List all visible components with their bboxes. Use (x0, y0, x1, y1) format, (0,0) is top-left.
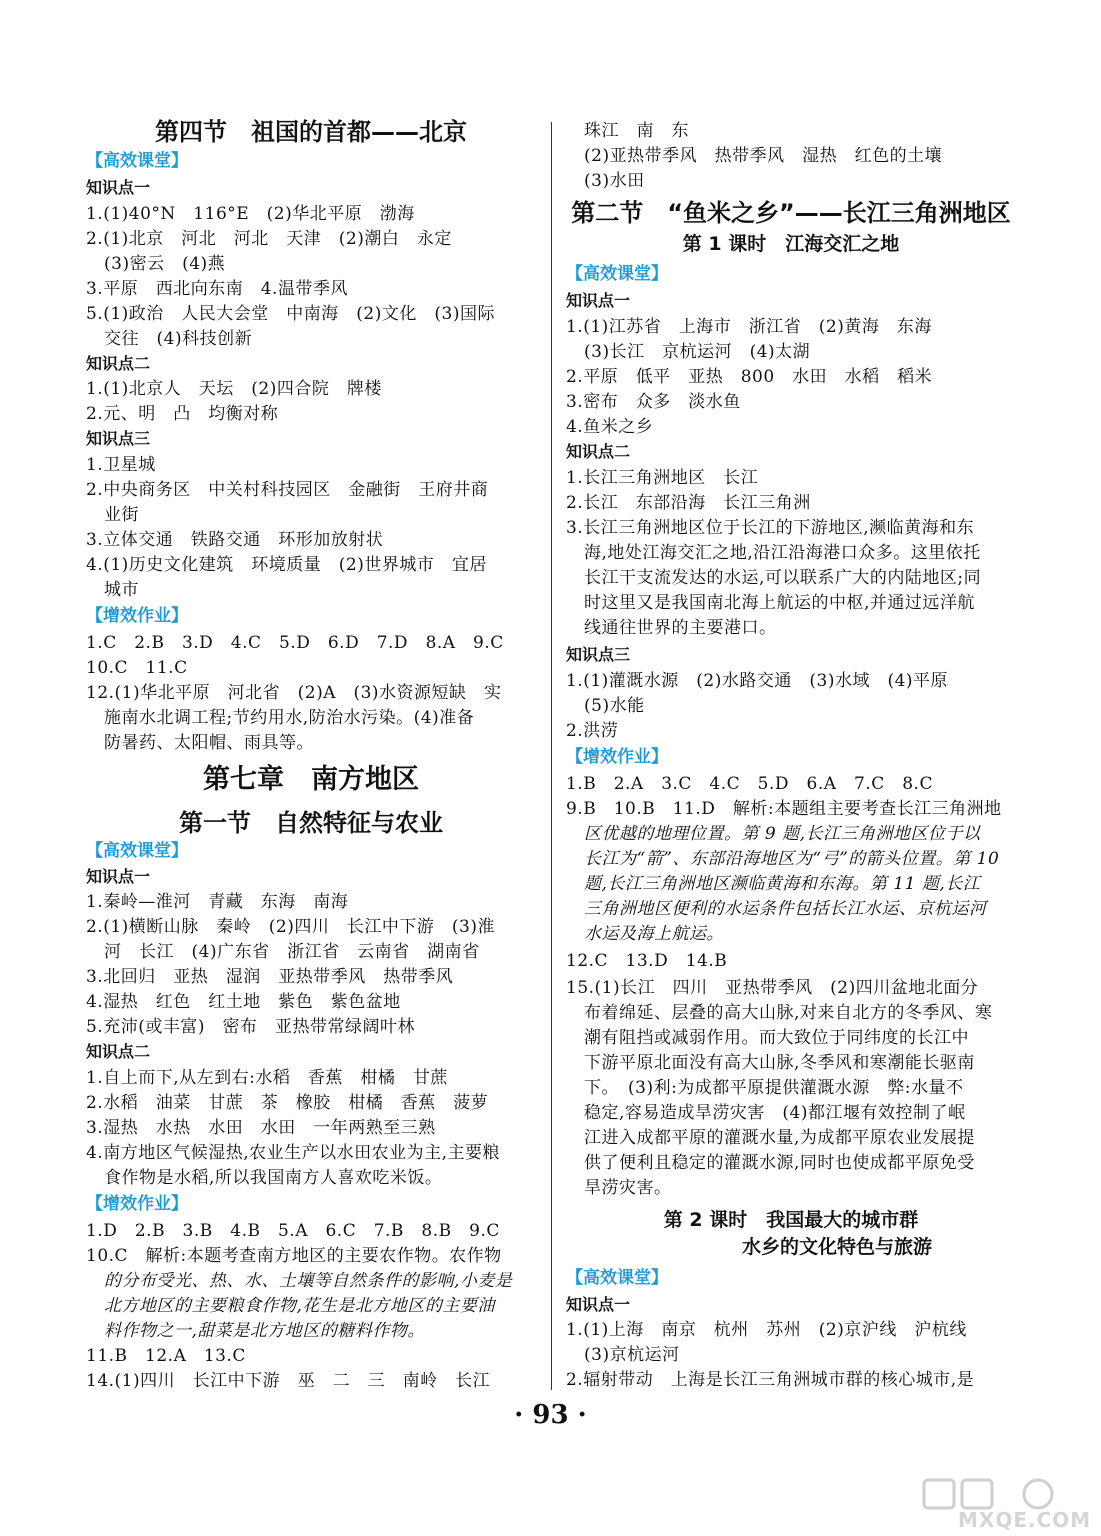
answer-line: 交往 (4)科技创新 (104, 329, 253, 349)
answer-line: 3.平原 西北向东南 4.温带季风 (86, 279, 348, 299)
answer-line: 12.(1)华北平原 河北省 (2)A (3)水资源短缺 实 (86, 683, 502, 703)
answer-line: 1.秦岭—淮河 青藏 东海 南海 (86, 892, 349, 912)
section-title-natural: 第一节 自然特征与农业 (179, 809, 443, 837)
answer-line: 线通往世界的主要港口。 (584, 618, 777, 638)
answer-line: (3)水田 (584, 171, 645, 191)
answer-line: 2.长江 东部沿海 长江三角洲 (566, 493, 811, 513)
knowledge-point-heading: 知识点一 (86, 867, 151, 886)
answer-line: 9.B 10.B 11.D 解析:本题组主要考查长江三角洲地 (566, 799, 1002, 819)
answer-line: 4.鱼米之乡 (566, 417, 654, 437)
answer-line: 江进入成都平原的灌溉水量,为成都平原农业发展提 (584, 1128, 975, 1148)
answer-line: 业街 (104, 505, 139, 525)
answer-line: (5)水能 (584, 696, 645, 716)
answer-line: 2.(1)北京 河北 河北 天津 (2)潮白 永定 (86, 229, 452, 249)
answer-line: 3.北回归 亚热 湿润 亚热带季风 热带季风 (86, 967, 454, 987)
answer-line: 1.(1)江苏省 上海市 浙江省 (2)黄海 东海 (566, 317, 932, 337)
answer-line: (3)长江 京杭运河 (4)太湖 (584, 342, 811, 362)
tag-extra-homework: 【增效作业】 (86, 606, 188, 626)
answer-line: 1.卫星城 (86, 455, 156, 475)
answer-line: 2.辐射带动 上海是长江三角洲城市群的核心城市,是 (566, 1370, 975, 1390)
answer-line: 时这里又是我国南北海上航运的中枢,并通过远洋航 (584, 593, 975, 613)
answer-line: 1.B 2.A 3.C 4.C 5.D 6.A 7.C 8.C (566, 774, 933, 794)
answer-line: 2.洪涝 (566, 721, 619, 741)
answer-line: 珠江 南 东 (584, 121, 689, 141)
knowledge-point-heading: 知识点三 (86, 429, 151, 448)
answer-line: 4.南方地区气候湿热,农业生产以水田农业为主,主要粮 (86, 1143, 501, 1163)
answer-line: 海,地处江海交汇之地,沿江沿海港口众多。这里依托 (584, 543, 981, 563)
knowledge-point-heading: 知识点一 (86, 178, 151, 197)
section-title-yangtze: 第二节 “鱼米之乡”——长江三角洲地区 (571, 199, 1011, 227)
explanation-line: 题,长江三角洲地区濒临黄海和东海。第 11 题,长江 (584, 874, 981, 894)
tag-efficient-class: 【高效课堂】 (566, 1268, 668, 1288)
tag-efficient-class: 【高效课堂】 (566, 264, 668, 284)
answer-line: 3.立体交通 铁路交通 环形加放射状 (86, 530, 384, 550)
explanation-line: 北方地区的主要粮食作物,花生是北方地区的主要油 (104, 1296, 495, 1316)
answer-line: 5.充沛(或丰富) 密布 亚热带常绿阔叶林 (86, 1017, 415, 1037)
column-divider (551, 122, 552, 1390)
answer-line: 长江干支流发达的水运,可以联系广大的内陆地区;同 (584, 568, 982, 588)
answer-line: 1.(1)40°N 116°E (2)华北平原 渤海 (86, 204, 415, 224)
explanation-line: 的分布受光、热、水、土壤等自然条件的影响,小麦是 (104, 1271, 513, 1291)
answer-line: 稳定,容易造成旱涝灾害 (4)都江堰有效控制了岷 (584, 1103, 966, 1123)
tag-efficient-class: 【高效课堂】 (86, 151, 188, 171)
answer-line: 防暑药、太阳帽、雨具等。 (104, 733, 314, 753)
lesson-subtitle: 水乡的文化特色与旅游 (742, 1236, 933, 1258)
answer-line: 2.水稻 油菜 甘蔗 茶 橡胶 柑橘 香蕉 菠萝 (86, 1093, 489, 1113)
answer-line: 2.(1)横断山脉 秦岭 (2)四川 长江中下游 (3)淮 (86, 917, 495, 937)
answer-line: 2.元、明 凸 均衡对称 (86, 404, 279, 424)
answer-line: 12.C 13.D 14.B (566, 951, 728, 971)
answer-line: 3.长江三角洲地区位于长江的下游地区,濒临黄海和东 (566, 518, 975, 538)
tag-extra-homework: 【增效作业】 (86, 1194, 188, 1214)
answer-line: 1.自上而下,从左到右:水稻 香蕉 柑橘 甘蔗 (86, 1068, 448, 1088)
answer-line: 下。 (3)利:为成都平原提供灌溉水源 弊:水量不 (584, 1078, 964, 1098)
answer-line: 2.中央商务区 中关村科技园区 金融街 王府井商 (86, 480, 489, 500)
knowledge-point-heading: 知识点二 (86, 354, 151, 373)
answer-line: 1.D 2.B 3.B 4.B 5.A 6.C 7.B 8.B 9.C (86, 1221, 500, 1241)
answer-line: 5.(1)政治 人民大会堂 中南海 (2)文化 (3)国际 (86, 304, 495, 324)
answer-line: 食作物是水稻,所以我国南方人喜欢吃米饭。 (104, 1168, 443, 1188)
answer-line: 15.(1)长江 四川 亚热带季风 (2)四川盆地北面分 (566, 978, 979, 998)
knowledge-point-heading: 知识点三 (566, 645, 631, 664)
knowledge-point-heading: 知识点二 (86, 1042, 151, 1061)
answer-line: 3.密布 众多 淡水鱼 (566, 392, 741, 412)
explanation-line: 三角洲地区便利的水运条件包括长江水运、京杭运河 (584, 899, 987, 919)
explanation-line: 水运及海上航运。 (584, 924, 724, 944)
answer-line: 10.C 11.C (86, 658, 188, 678)
knowledge-point-heading: 知识点一 (566, 291, 631, 310)
section-title-beijing: 第四节 祖国的首都——北京 (155, 118, 467, 146)
answer-line: (2)亚热带季风 热带季风 湿热 红色的土壤 (584, 146, 943, 166)
answer-line: (3)密云 (4)燕 (104, 254, 226, 274)
knowledge-point-heading: 知识点一 (566, 1295, 631, 1314)
chapter-title: 第七章 南方地区 (203, 764, 419, 795)
explanation-line: 区优越的地理位置。第 9 题,长江三角洲地区位于以 (584, 824, 981, 844)
answer-line: 施南水北调工程;节约用水,防治水污染。(4)准备 (104, 708, 475, 728)
tag-efficient-class: 【高效课堂】 (86, 841, 188, 861)
page-number: · 93 · (514, 1400, 587, 1430)
tag-extra-homework: 【增效作业】 (566, 747, 668, 767)
answer-line: 1.C 2.B 3.D 4.C 5.D 6.D 7.D 8.A 9.C (86, 633, 504, 653)
answer-line: 1.(1)北京人 天坛 (2)四合院 牌楼 (86, 379, 382, 399)
answer-line: 4.(1)历史文化建筑 环境质量 (2)世界城市 宜居 (86, 555, 487, 575)
explanation-line: 料作物之一,甜菜是北方地区的糖料作物。 (104, 1321, 425, 1341)
answer-line: 供了便利且稳定的灌溉水源,同时也使成都平原免受 (584, 1153, 975, 1173)
answer-line: 1.长江三角洲地区 长江 (566, 468, 759, 488)
answer-line: 城市 (104, 580, 139, 600)
answer-line: 旱涝灾害。 (584, 1178, 672, 1198)
answer-line: 下游平原北面没有高大山脉,冬季风和寒潮能长驱南 (584, 1053, 975, 1073)
answer-line: 河 长江 (4)广东省 浙江省 云南省 湖南省 (104, 942, 480, 962)
watermark-text: MXQE.COM (958, 1508, 1092, 1532)
knowledge-point-heading: 知识点二 (566, 442, 631, 461)
answer-line: 1.(1)上海 南京 杭州 苏州 (2)京沪线 沪杭线 (566, 1320, 967, 1340)
lesson-title: 第 2 课时 我国最大的城市群 (663, 1209, 919, 1231)
answer-line: (3)京杭运河 (584, 1345, 680, 1365)
answer-line: 14.(1)四川 长江中下游 巫 二 三 南岭 长江 (86, 1371, 491, 1391)
answer-line: 1.(1)灌溉水源 (2)水路交通 (3)水域 (4)平原 (566, 671, 949, 691)
answer-line: 2.平原 低平 亚热 800 水田 水稻 稻米 (566, 367, 933, 387)
lesson-title: 第 1 课时 江海交汇之地 (682, 233, 900, 255)
answer-line: 4.湿热 红色 红土地 紫色 紫色盆地 (86, 992, 401, 1012)
answer-line: 布着绵延、层叠的高大山脉,对来自北方的冬季风、寒 (584, 1003, 993, 1023)
explanation-line: 长江为“箭”、东部沿海地区为“弓”的箭头位置。第 10 (584, 849, 1000, 869)
answer-line: 潮有阻挡或减弱作用。而大致位于同纬度的长江中 (584, 1028, 969, 1048)
answer-line: 11.B 12.A 13.C (86, 1346, 246, 1366)
watermark-logo (918, 1478, 1094, 1532)
answer-line: 10.C 解析:本题考查南方地区的主要农作物。农作物 (86, 1246, 502, 1266)
answer-line: 3.湿热 水热 水田 水田 一年两熟至三熟 (86, 1118, 436, 1138)
